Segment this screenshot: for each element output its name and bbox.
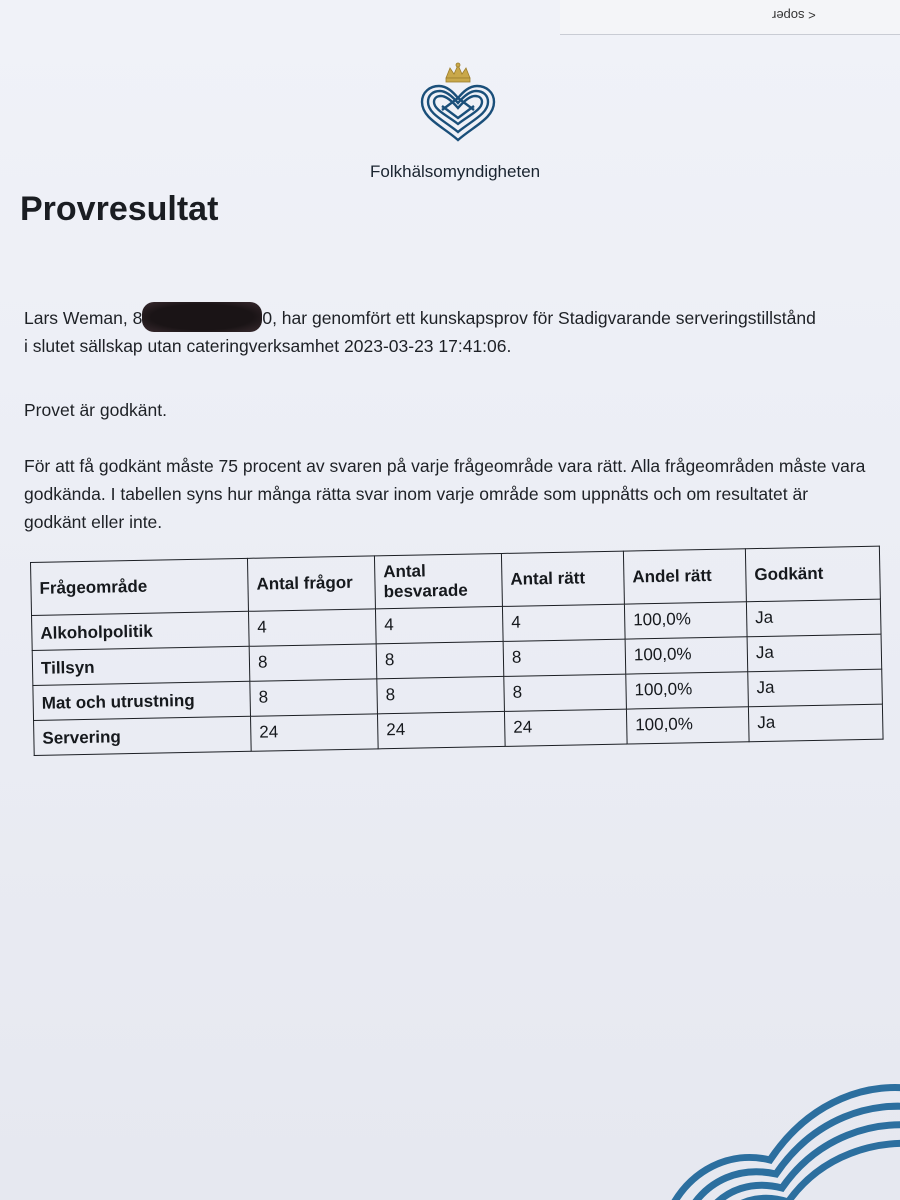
cell-correct: 24 (504, 709, 627, 746)
cell-answered: 8 (376, 641, 504, 678)
page-title: Provresultat (20, 190, 219, 228)
cell-share: 100,0% (626, 672, 749, 709)
underlying-sheet (560, 0, 900, 35)
cell-area: Mat och utrustning (33, 681, 251, 720)
explanation-paragraph: För att få godkänt måste 75 procent av svaren på varje frågeområde vara rätt. Alla frågeområden måste vara godkända. I tabellen syns hur många rätta svar inom varje område som uppnåtts och om resultatet är godkänt eller inte. (24, 456, 866, 532)
cell-answered: 8 (377, 676, 505, 713)
cell-correct: 8 (504, 674, 627, 711)
intro-rest-part1: 0, har genomfört ett kunskapsprov för Stadigvarande serveringstillstånd (262, 308, 816, 328)
cell-questions: 8 (250, 679, 378, 716)
header-correct: Antal rätt (501, 551, 624, 606)
redaction-blot (142, 302, 262, 332)
cell-share: 100,0% (625, 637, 748, 674)
cell-passed: Ja (746, 599, 881, 637)
cell-correct: 8 (503, 639, 626, 676)
cell-answered: 4 (375, 606, 503, 643)
cell-share: 100,0% (626, 707, 749, 744)
intro-rest-part2: i slutet sällskap utan cateringverksamhet 2023-03-23 17:41:06. (24, 336, 512, 356)
cell-share: 100,0% (624, 602, 747, 639)
intro-name: Lars Weman, 8 (24, 308, 143, 328)
cell-area: Alkoholpolitik (32, 611, 250, 650)
cell-passed: Ja (748, 704, 883, 742)
cell-area: Servering (34, 716, 252, 755)
header-questions: Antal frågor (247, 556, 375, 611)
folkhalsomyndigheten-logo-icon (412, 62, 504, 144)
result-statement: Provet är godkänt. (24, 400, 167, 420)
cell-passed: Ja (747, 634, 882, 672)
header-passed: Godkänt (745, 546, 880, 602)
cell-correct: 4 (502, 604, 625, 641)
intro-paragraph (24, 302, 864, 360)
cell-area: Tillsyn (32, 646, 250, 685)
results-table (30, 546, 884, 756)
header-answered: Antal besvarade (374, 553, 502, 608)
cell-passed: Ja (748, 669, 883, 707)
cell-answered: 24 (377, 711, 505, 748)
decorative-heart-swirl-icon (660, 1060, 900, 1200)
cell-questions: 8 (249, 644, 377, 681)
cell-questions: 24 (251, 714, 379, 751)
header-area: Frågeområde (31, 558, 249, 615)
cell-questions: 4 (248, 609, 376, 646)
header-share: Andel rätt (623, 549, 746, 604)
agency-name: Folkhälsomyndigheten (370, 162, 541, 181)
underlying-sheet-text: < soper (772, 8, 816, 23)
